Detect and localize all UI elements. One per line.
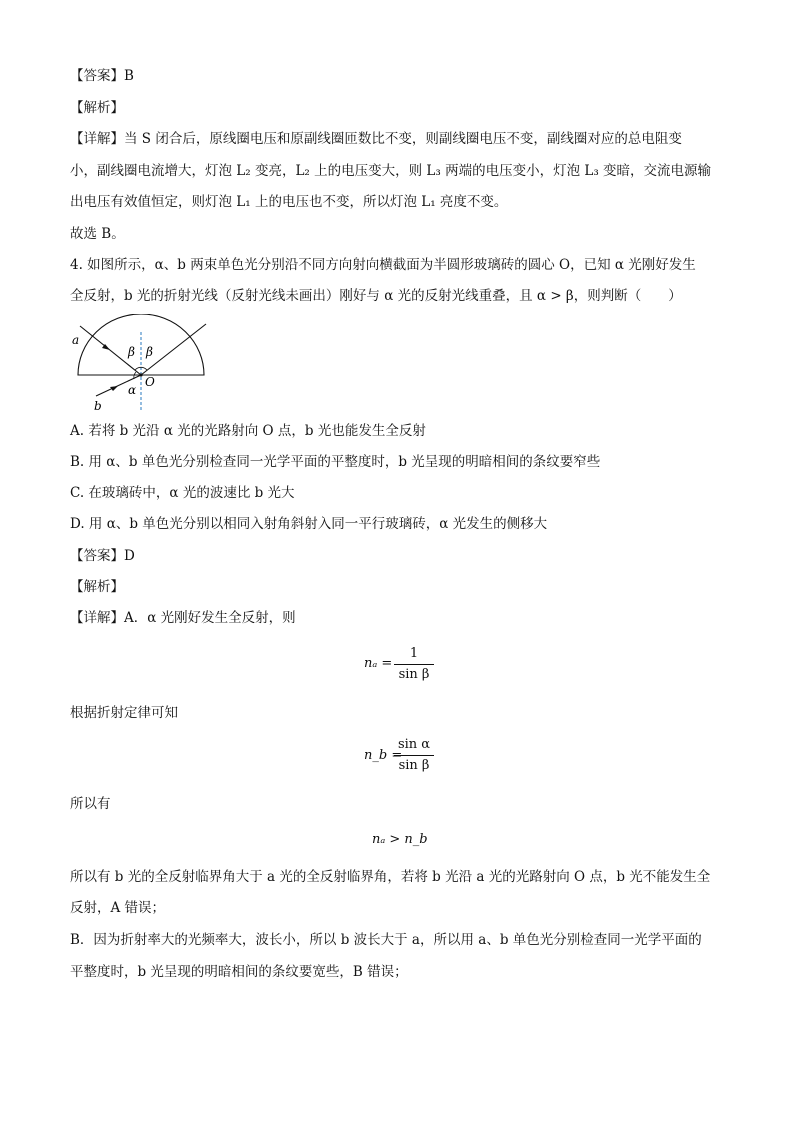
answer-tag: 【答案】 xyxy=(70,68,124,84)
conclusion-line-1: 所以有 b 光的全反射临界角大于 a 光的全反射临界角，若将 b 光沿 a 光的光路射向 O 点，b 光不能发生全 xyxy=(70,869,711,885)
q3-conclusion: 故选 B。 xyxy=(70,226,125,242)
equation-2-denominator: sin β xyxy=(398,758,430,773)
detail-tag: 【详解】 xyxy=(70,131,124,147)
q3-detail-line-2: 小，副线圈电流增大，灯泡 L₂ 变亮，L₂ 上的电压变大，则 L₃ 两端的电压变小，灯泡 L₃ 变暗，交流电源输 xyxy=(70,163,712,179)
equation-1-numerator: 1 xyxy=(409,646,419,661)
q4-stem-line-2: 全反射，b 光的折射光线（反射光线未画出）刚好与 α 光的反射光线重叠，且 α > β，则判断（ ） xyxy=(70,288,682,304)
fraction-bar xyxy=(394,664,434,665)
q3-detail-line-3: 出电压有效值恒定，则灯泡 L₁ 上的电压也不变，所以灯泡 L₁ 亮度不变。 xyxy=(70,194,508,210)
figure-label-beta-right: β xyxy=(146,345,153,359)
equation-2-fraction xyxy=(394,736,434,775)
answer-value: D xyxy=(124,548,135,564)
equation-2-numerator: sin α xyxy=(397,737,431,752)
q3-answer-line xyxy=(70,66,134,86)
fraction-bar xyxy=(394,755,434,756)
answer-tag: 【答案】 xyxy=(70,548,124,564)
q4-answer-line xyxy=(70,546,135,566)
q4-detail-line xyxy=(70,608,296,628)
equation-1-denominator: sin β xyxy=(398,667,430,682)
figure-label-beta-left: β xyxy=(128,345,135,359)
center-point xyxy=(139,373,142,376)
ray-b-arrow xyxy=(110,386,118,391)
figure-label-O: O xyxy=(145,375,155,389)
option-b-analysis-line-1: B．因为折射率大的光频率大，波长小，所以 b 波长大于 a，所以用 a、b 单色光分别检查同一光学平面的 xyxy=(70,932,702,948)
q3-detail-line-1 xyxy=(70,129,682,149)
equation-1-fraction xyxy=(394,645,434,684)
option-b: B. 用 α、b 单色光分别检查同一光学平面的平整度时，b 光呈现的明暗相间的条纹要窄些 xyxy=(70,454,601,470)
q4-analysis-tag: 【解析】 xyxy=(70,579,124,595)
equation-3: nₐ > n_b xyxy=(372,832,428,847)
option-c: C. 在玻璃砖中，α 光的波速比 b 光大 xyxy=(70,485,295,501)
q3-analysis-tag: 【解析】 xyxy=(70,100,124,116)
option-d: D. 用 α、b 单色光分别以相同入射角斜射入同一平行玻璃砖，α 光发生的侧移大 xyxy=(70,516,548,532)
option-b-analysis-line-2: 平整度时，b 光呈现的明暗相间的条纹要宽些，B 错误； xyxy=(70,964,408,980)
equation-1-lhs: nₐ = xyxy=(364,656,393,671)
q4-detail-intro: A．α 光刚好发生全反射，则 xyxy=(124,610,296,626)
option-a: A. 若将 b 光沿 α 光的光路射向 O 点，b 光也能发生全反射 xyxy=(70,423,426,439)
so-text: 所以有 xyxy=(70,796,111,812)
answer-value: B xyxy=(124,68,134,84)
refraction-law-text: 根据折射定律可知 xyxy=(70,705,178,721)
detail-tag: 【详解】 xyxy=(70,610,124,626)
conclusion-line-2: 反射，A 错误； xyxy=(70,900,166,916)
figure-label-alpha: α xyxy=(128,383,137,397)
q3-detail-text-1: 当 S 闭合后，原线圈电压和原副线圈匝数比不变，则副线圈电压不变，副线圈对应的总电阻变 xyxy=(124,131,682,147)
semicircle-glass-figure xyxy=(66,314,216,414)
figure-label-b: b xyxy=(94,399,102,413)
figure-label-a: a xyxy=(72,333,80,347)
q4-stem-line-1: 4. 如图所示，α、b 两束单色光分别沿不同方向射向横截面为半圆形玻璃砖的圆心 O，已知 α 光刚好发生 xyxy=(70,257,696,273)
equation-2-lhs: n_b = xyxy=(364,748,403,763)
